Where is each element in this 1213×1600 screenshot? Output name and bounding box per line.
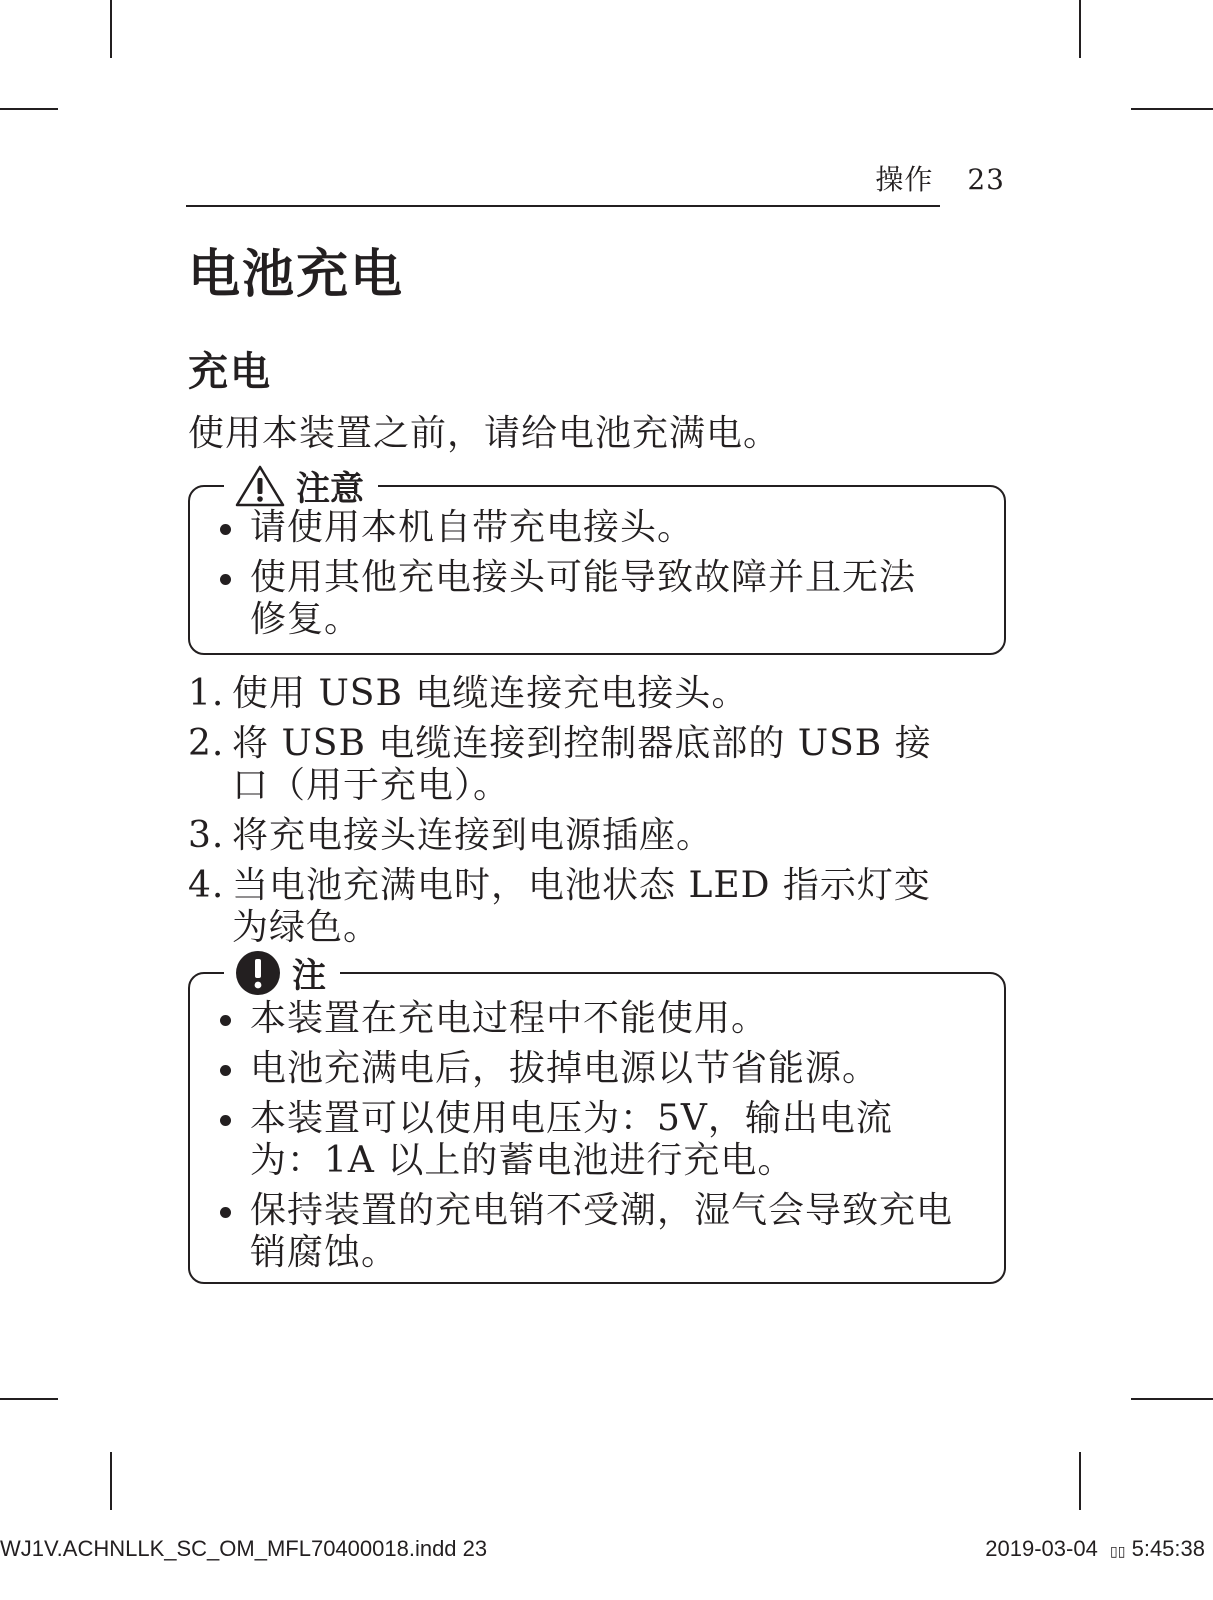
bullet-dot <box>220 524 231 535</box>
page-title: 电池充电 <box>188 245 405 305</box>
crop-mark-top-left-horizontal <box>0 108 58 110</box>
crop-mark-bottom-right-horizontal <box>1131 1398 1213 1400</box>
caution-item: 使用其他充电接头可能导致故障并且无法修复。 <box>220 557 974 641</box>
bullet-dot <box>220 574 231 585</box>
step-item: 4. 当电池充满电时，电池状态 LED 指示灯变为绿色。 <box>188 865 931 948</box>
caution-list <box>220 507 974 649</box>
step-item: 2. 将 USB 电缆连接到控制器底部的 USB 接口（用于充电）。 <box>188 723 932 806</box>
crop-mark-top-left-vertical <box>110 0 112 58</box>
warning-triangle-icon <box>234 464 286 508</box>
note-item: 保持装置的充电销不受潮，湿气会导致充电销腐蚀。 <box>220 1190 974 1274</box>
bullet-dot <box>220 1065 231 1076</box>
crop-mark-bottom-left-vertical <box>110 1452 112 1510</box>
note-item: 本装置可以使用电压为：5V，输出电流为：1A 以上的蓄电池进行充电。 <box>220 1098 974 1182</box>
running-head <box>875 158 1005 198</box>
page-number: 23 <box>967 163 1005 196</box>
caution-item: 请使用本机自带充电接头。 <box>220 507 974 549</box>
step-item: 1. 使用 USB 电缆连接充电接头。 <box>188 673 749 714</box>
running-head-section: 操作 <box>875 163 934 196</box>
crop-mark-top-right-vertical <box>1079 0 1081 58</box>
bullet-dot <box>220 1115 231 1126</box>
exclamation-circle-icon <box>234 949 282 997</box>
section-subtitle: 充电 <box>188 349 272 395</box>
caution-label: 注意 <box>296 469 364 509</box>
caution-heading <box>224 461 378 510</box>
bullet-dot <box>220 1207 231 1218</box>
steps-list <box>188 673 988 957</box>
slug-timestamp <box>985 1536 1205 1562</box>
crop-mark-bottom-left-horizontal <box>0 1398 58 1400</box>
note-item: 本装置在充电过程中不能使用。 <box>220 998 974 1040</box>
note-item: 电池充满电后，拔掉电源以节省能源。 <box>220 1048 974 1090</box>
slug-time-glyph: ▯▯ <box>1110 1543 1126 1559</box>
step-item: 3. 将充电接头连接到电源插座。 <box>188 815 714 856</box>
crop-mark-top-right-horizontal <box>1131 108 1213 110</box>
slug-filename: WJ1V.ACHNLLK_SC_OM_MFL70400018.indd 23 <box>0 1536 488 1561</box>
slug-time: 5:45:38 <box>1131 1536 1205 1561</box>
header-rule <box>186 205 940 207</box>
crop-mark-bottom-right-vertical <box>1079 1452 1081 1510</box>
intro-paragraph: 使用本装置之前，请给电池充满电。 <box>188 413 781 454</box>
slug-date: 2019-03-04 <box>985 1536 1098 1561</box>
bullet-dot <box>220 1015 231 1026</box>
note-list <box>220 998 974 1282</box>
note-heading <box>224 948 340 997</box>
caution-box <box>188 469 1006 655</box>
note-box <box>188 956 1006 1284</box>
note-label: 注 <box>292 956 326 996</box>
